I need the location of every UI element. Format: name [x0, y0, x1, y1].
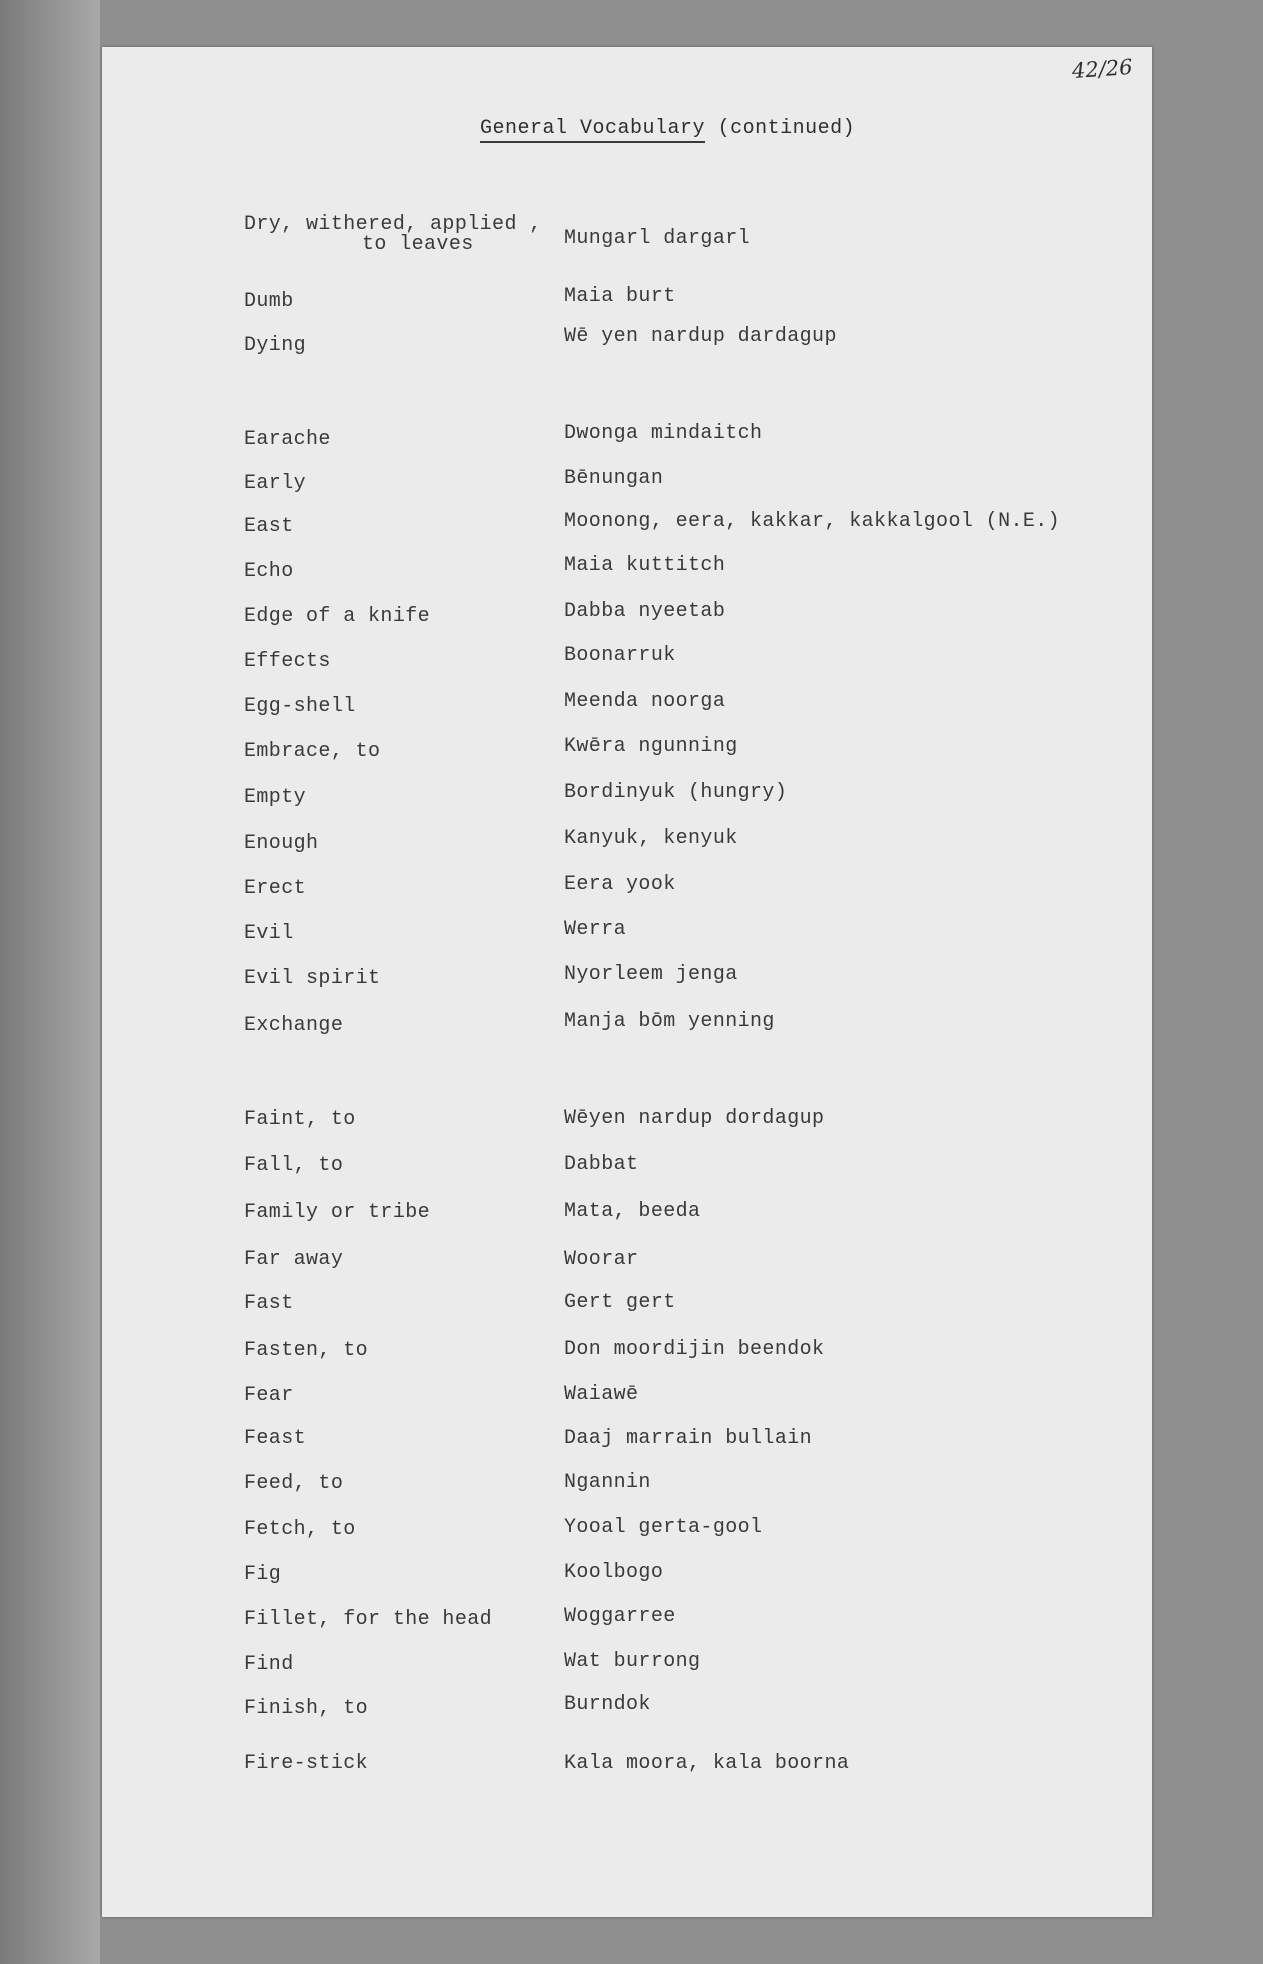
vocab-entry [102, 600, 1152, 635]
vocab-entry [102, 325, 1152, 364]
vocab-translation: Maia burt [564, 285, 676, 308]
vocab-term: Fillet, for the head [244, 1608, 493, 1631]
vocab-term: Far away [244, 1248, 344, 1271]
vocab-translation: Werra [564, 918, 627, 941]
vocab-term: Edge of a knife [244, 605, 431, 628]
vocab-term: Early [244, 472, 307, 495]
vocab-term [244, 215, 542, 255]
vocab-translation: Bordinyuk (hungry) [564, 781, 788, 804]
vocab-entry [102, 1384, 1152, 1414]
vocab-term: Embrace, to [244, 740, 381, 763]
scan-background [0, 0, 100, 1964]
vocab-entry [102, 467, 1152, 502]
vocab-entry [102, 735, 1152, 770]
vocab-translation: Dwonga mindaitch [564, 422, 763, 445]
vocab-entry [102, 1292, 1152, 1322]
vocab-term: Feast [244, 1427, 307, 1450]
vocab-term: Effects [244, 650, 331, 673]
vocab-entry [102, 1752, 1152, 1782]
vocab-term: Fall, to [244, 1154, 344, 1177]
vocab-term: Family or tribe [244, 1201, 431, 1224]
vocab-term: Erect [244, 877, 307, 900]
vocab-term-line: Dry, withered, applied , [244, 213, 542, 236]
vocab-translation: Woggarree [564, 1605, 676, 1628]
vocab-translation: Yooal gerta-gool [564, 1516, 763, 1539]
vocab-translation: Koolbogo [564, 1561, 664, 1584]
vocab-entry [102, 1650, 1152, 1683]
vocab-translation: Dabbat [564, 1153, 639, 1176]
vocab-entry [102, 644, 1152, 680]
vocab-entry [102, 1518, 1152, 1548]
vocab-entry [102, 963, 1152, 997]
vocab-term: Empty [244, 786, 307, 809]
vocab-translation: Wēyen nardup dordagup [564, 1107, 825, 1130]
vocab-translation: Don moordijin beendok [564, 1338, 825, 1361]
vocab-entry [102, 554, 1152, 590]
vocab-entry [102, 1339, 1152, 1369]
page-title-main: General Vocabulary [480, 117, 705, 143]
vocab-translation: Ngannin [564, 1471, 651, 1494]
vocab-term: Fire-stick [244, 1752, 369, 1775]
vocab-entry [102, 827, 1152, 862]
vocab-term: Exchange [244, 1014, 344, 1037]
vocab-entry [102, 1563, 1152, 1593]
vocab-term: Enough [244, 832, 319, 855]
vocab-term: Faint, to [244, 1108, 356, 1131]
vocab-translation: Boonarruk [564, 644, 676, 667]
vocab-term: Finish, to [244, 1697, 369, 1720]
vocab-entry [102, 422, 1152, 458]
vocab-entry [102, 1010, 1152, 1044]
vocab-translation: Eera yook [564, 873, 676, 896]
vocab-entry [102, 1201, 1152, 1231]
vocab-translation: Wē yen nardup dardagup [564, 325, 837, 348]
vocab-translation: Gert gert [564, 1291, 676, 1314]
vocab-term: Dying [244, 334, 307, 357]
vocab-entry [102, 918, 1152, 952]
vocab-translation: Manja bōm yenning [564, 1010, 775, 1033]
vocab-entry [102, 1472, 1152, 1502]
vocab-term: Echo [244, 560, 294, 583]
page-title [480, 117, 855, 140]
page-title-suffix: (continued) [717, 117, 856, 140]
vocab-entry [102, 781, 1152, 816]
vocab-term: Evil [244, 922, 294, 945]
vocab-term: Feed, to [244, 1472, 344, 1495]
vocab-term: Find [244, 1653, 294, 1676]
vocab-entry [102, 1248, 1152, 1278]
vocab-entry [102, 510, 1152, 545]
vocab-translation: Meenda noorga [564, 690, 726, 713]
vocab-entry [102, 285, 1152, 320]
vocab-term: Fast [244, 1292, 294, 1315]
document-page [102, 47, 1152, 1917]
vocab-term: East [244, 515, 294, 538]
vocab-translation: Mata, beeda [564, 1200, 701, 1223]
vocab-translation: Moonong, eera, kakkar, kakkalgool (N.E.) [564, 510, 1061, 533]
vocab-translation: Mungarl dargarl [564, 227, 751, 250]
vocab-translation: Burndok [564, 1693, 651, 1716]
vocab-translation: Kanyuk, kenyuk [564, 827, 738, 850]
vocab-translation: Waiawē [564, 1383, 639, 1406]
vocab-term: Egg-shell [244, 695, 356, 718]
vocab-translation: Nyorleem jenga [564, 963, 738, 986]
vocab-entry [102, 1605, 1152, 1638]
vocab-entry [102, 213, 1152, 256]
vocab-translation: Bēnungan [564, 467, 664, 490]
vocab-translation: Kala moora, kala boorna [564, 1752, 850, 1775]
vocab-translation: Daaj marrain bullain [564, 1427, 813, 1450]
vocab-term: Evil spirit [244, 967, 381, 990]
vocab-term: Fasten, to [244, 1339, 369, 1362]
vocab-translation: Kwēra ngunning [564, 735, 738, 758]
vocab-entry [102, 690, 1152, 725]
vocab-entry [102, 1154, 1152, 1184]
vocab-term: Dumb [244, 290, 294, 313]
vocab-term: Fetch, to [244, 1518, 356, 1541]
vocab-translation: Woorar [564, 1248, 639, 1271]
vocab-term: Fear [244, 1384, 294, 1407]
vocab-term-line: to leaves [362, 233, 474, 256]
vocab-translation: Wat burrong [564, 1650, 701, 1673]
vocab-entry [102, 1108, 1152, 1138]
vocab-term: Fig [244, 1563, 282, 1586]
vocab-entry [102, 1693, 1152, 1727]
vocab-entry [102, 873, 1152, 907]
vocab-entry [102, 1427, 1152, 1457]
vocab-translation: Dabba nyeetab [564, 600, 726, 623]
vocab-translation: Maia kuttitch [564, 554, 726, 577]
vocab-term: Earache [244, 428, 331, 451]
page-number: 42/26 [1071, 54, 1134, 84]
